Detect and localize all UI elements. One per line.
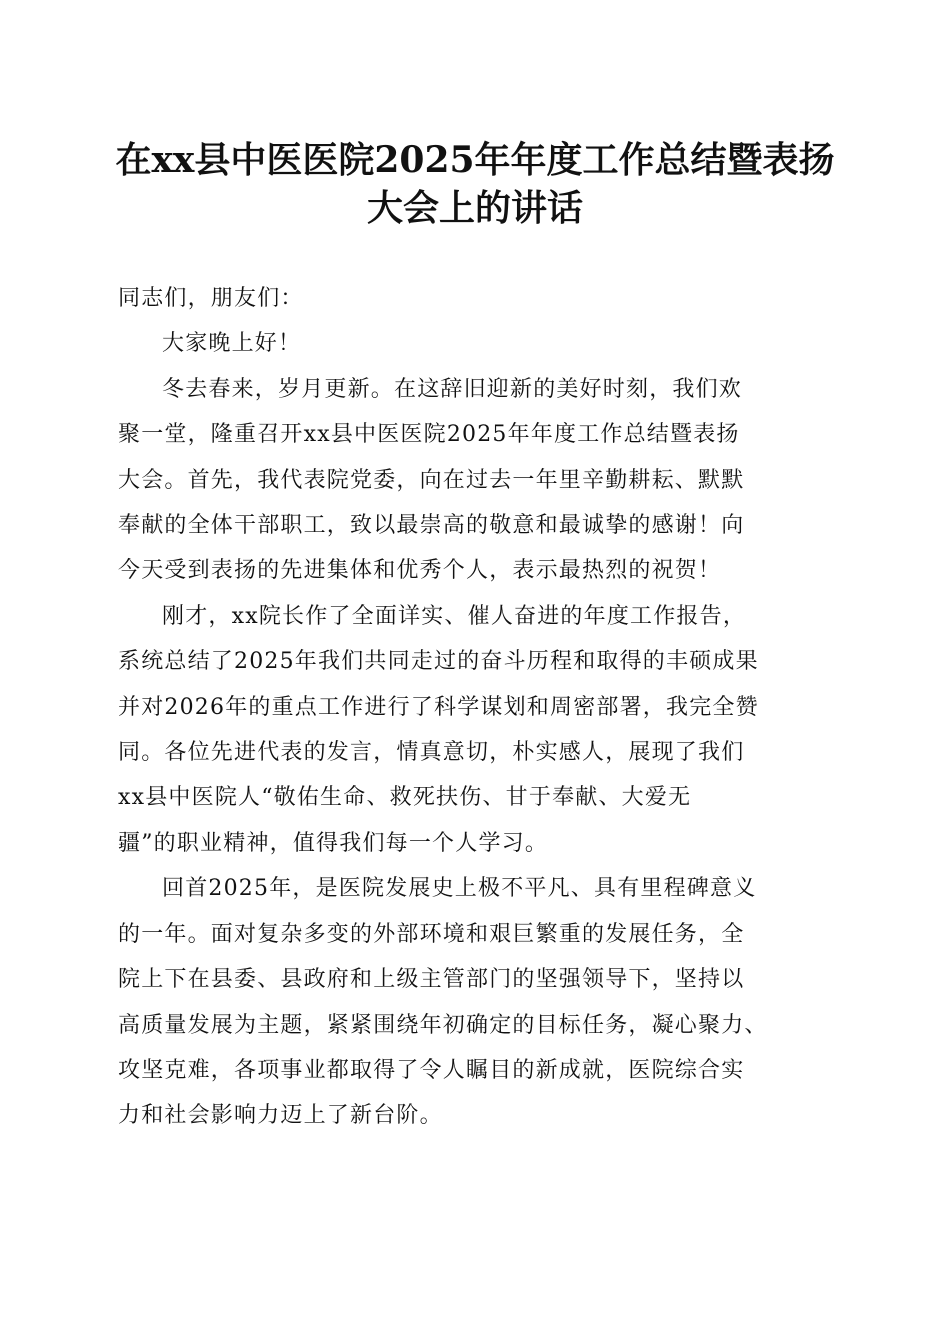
- paragraph-line: 院上下在县委、县政府和上级主管部门的坚强领导下，坚持以: [118, 967, 745, 993]
- paragraph-line: 回首2025年，是医院发展史上极不平凡、具有里程碑意义: [162, 876, 757, 902]
- paragraph-line: 高质量发展为主题，紧紧围绕年初确定的目标任务，凝心聚力、: [118, 1012, 768, 1038]
- paragraph-opening: [118, 367, 838, 594]
- paragraph-line: 大会。首先，我代表院党委，向在过去一年里辛勤耕耘、默默: [118, 467, 745, 493]
- document-body: [118, 276, 838, 1139]
- paragraph-line: 聚一堂，隆重召开xx县中医医院2025年年度工作总结暨表扬: [118, 422, 740, 448]
- paragraph-line: 今天受到表扬的先进集体和优秀个人，表示最热烈的祝贺！: [118, 558, 722, 584]
- paragraph-line: 刚才，xx院长作了全面详实、催人奋进的年度工作报告，: [162, 603, 747, 629]
- paragraph-line: 奉献的全体干部职工，致以最崇高的敬意和最诚挚的感谢！向: [118, 513, 745, 539]
- paragraph-report: [118, 594, 838, 866]
- paragraph-line: 大家晚上好！: [162, 331, 302, 357]
- paragraph-review: [118, 866, 838, 1138]
- paragraph-line: xx县中医院人“敬佑生命、救死扶伤、甘于奉献、大爱无: [118, 785, 692, 811]
- paragraph-line: 冬去春来，岁月更新。在这辞旧迎新的美好时刻，我们欢: [162, 376, 743, 402]
- title-line-2: 大会上的讲话: [366, 187, 583, 229]
- paragraph-line: 同。各位先进代表的发言，情真意切，朴实感人，展现了我们: [118, 740, 745, 766]
- paragraph-line: 攻坚克难，各项事业都取得了令人瞩目的新成就，医院综合实: [118, 1057, 745, 1083]
- paragraph-line: 力和社会影响力迈上了新台阶。: [118, 1103, 443, 1129]
- paragraph-line: 系统总结了2025年我们共同走过的奋斗历程和取得的丰硕成果: [118, 649, 759, 675]
- paragraph-greeting: [118, 321, 838, 366]
- salutation: 同志们，朋友们：: [118, 286, 304, 311]
- paragraph-line: 疆”的职业精神，值得我们每一个人学习。: [118, 830, 549, 856]
- paragraph-line: 并对2026年的重点工作进行了科学谋划和周密部署，我完全赞: [118, 694, 759, 720]
- title-line-1: 在xx县中医医院2025年年度工作总结暨表扬: [115, 139, 835, 181]
- document-title: [100, 136, 850, 232]
- paragraph-line: 的一年。面对复杂多变的外部环境和艰巨繁重的发展任务，全: [118, 921, 745, 947]
